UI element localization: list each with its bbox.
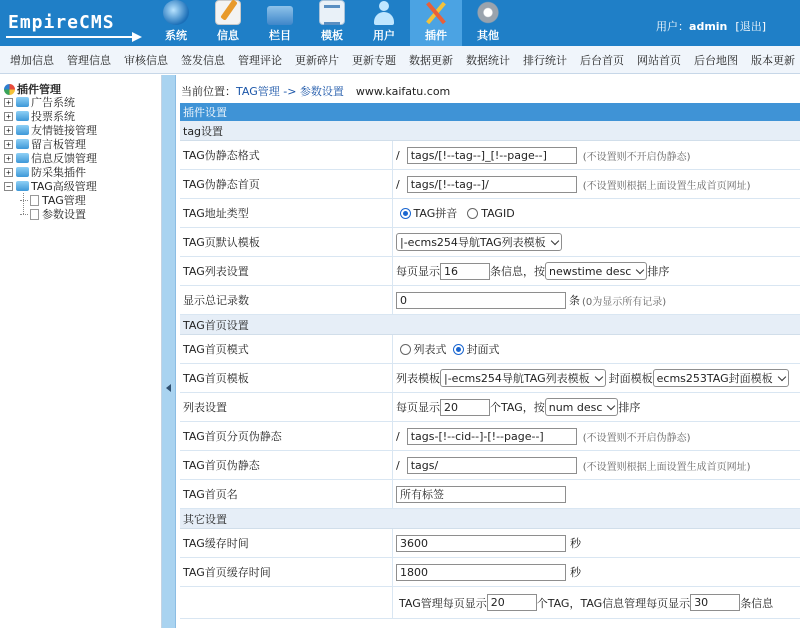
subnav-data-stats[interactable]: 数据统计	[466, 53, 510, 67]
subnav-rank-stats[interactable]: 排行统计	[523, 53, 567, 67]
plugin-tools-icon	[423, 0, 449, 25]
field-label: 列表设置	[180, 393, 393, 421]
row-home-cache-time	[180, 558, 800, 587]
breadcrumb-prefix: 当前位置：	[181, 85, 236, 98]
row-list-settings	[180, 257, 800, 286]
tree-item-label: 防采集插件	[31, 166, 86, 179]
field-label-empty	[180, 587, 393, 618]
row-rewrite-format	[180, 141, 800, 170]
chevron-down-icon	[550, 236, 558, 244]
subnav-manage-info[interactable]: 管理信息	[67, 53, 111, 67]
topnav-label: 系统	[165, 29, 187, 42]
text-sort: 排序	[647, 265, 670, 278]
row-default-template	[180, 228, 800, 257]
tree-item-label: 友情链接管理	[31, 124, 97, 137]
select-value: |-ecms254导航TAG列表模板	[400, 236, 546, 249]
page-icon	[30, 195, 39, 206]
info-manage-per-page-input[interactable]	[690, 594, 740, 611]
text-items: 条信息	[740, 596, 774, 610]
form-title: 插件设置	[180, 103, 800, 121]
radio-dot-selected[interactable]	[400, 208, 411, 219]
page-icon	[30, 209, 39, 220]
rewrite-home-input[interactable]	[407, 176, 577, 193]
tree-item-links[interactable]	[4, 123, 97, 137]
chevron-down-icon	[607, 401, 615, 409]
home-per-page-input[interactable]	[440, 399, 490, 416]
folder-icon	[16, 153, 29, 163]
row-paging	[180, 587, 800, 619]
chevron-down-icon	[777, 372, 785, 380]
section-home-settings: TAG首页设置	[180, 315, 800, 335]
text-tag-manage-per-page: TAG管理每页显示	[399, 596, 487, 610]
topnav-template[interactable]	[306, 0, 358, 46]
tree-item-guestbook[interactable]	[4, 137, 86, 151]
tree-child-param-settings[interactable]	[20, 207, 86, 221]
row-show-total	[180, 286, 800, 315]
subnav-data-update[interactable]: 数据更新	[409, 53, 453, 67]
site-url: www.kaifatu.com	[355, 85, 451, 98]
show-total-input[interactable]	[396, 292, 566, 309]
home-rewrite-input[interactable]	[407, 457, 577, 474]
home-page-rewrite-input[interactable]	[407, 428, 577, 445]
topnav-system[interactable]	[150, 0, 202, 46]
list-per-page-input[interactable]	[440, 263, 490, 280]
main-content	[177, 75, 800, 628]
select-value: num desc	[548, 400, 603, 414]
subnav-update-topics[interactable]: 更新专题	[352, 53, 396, 67]
select-value: |-ecms254导航TAG列表模板	[444, 372, 590, 385]
tree-item-vote[interactable]	[4, 109, 75, 123]
list-order-select[interactable]	[545, 262, 647, 280]
radio-tag-id[interactable]	[467, 207, 514, 220]
breadcrumb-tag-manage-link[interactable]: TAG管理	[236, 85, 280, 98]
subnav-admin-home[interactable]: 后台首页	[580, 53, 624, 67]
top-nav	[150, 0, 514, 46]
radio-dot[interactable]	[400, 344, 411, 355]
topnav-label: 信息	[217, 29, 239, 42]
section-tag-settings: tag设置	[180, 121, 800, 141]
path-prefix: /	[396, 458, 400, 472]
field-note: (不设置则不开启伪静态)	[582, 151, 691, 163]
chevron-down-icon	[594, 372, 602, 380]
text-cover-template: 封面模板	[608, 372, 653, 385]
field-label: TAG首页模板	[180, 364, 393, 392]
field-label: TAG伪静态首页	[180, 170, 393, 198]
topnav-column[interactable]	[254, 0, 306, 46]
unit-label: 秒	[570, 537, 581, 550]
username: admin	[689, 20, 728, 33]
breadcrumb	[181, 83, 450, 99]
subnav-review-info[interactable]: 审核信息	[124, 53, 168, 67]
tree-item-label: 信息反馈管理	[31, 152, 97, 165]
radio-dot-selected[interactable]	[453, 344, 464, 355]
radio-label: 列表式	[413, 343, 447, 356]
field-label: TAG首页伪静态	[180, 451, 393, 479]
radio-label: TAG拼音	[413, 207, 458, 220]
user-icon	[371, 0, 397, 25]
row-home-name	[180, 480, 800, 509]
expand-plus-icon[interactable]: +	[4, 140, 13, 149]
field-label: TAG列表设置	[180, 257, 393, 285]
topnav-label: 其他	[477, 29, 499, 42]
subnav-version-update[interactable]: 版本更新	[751, 53, 795, 67]
topnav-other[interactable]	[462, 0, 514, 46]
row-home-rewrite	[180, 451, 800, 480]
field-label: TAG首页缓存时间	[180, 558, 393, 586]
row-rewrite-home	[180, 170, 800, 199]
text-info-manage-per-page: 个TAG，TAG信息管理每页显示	[536, 596, 691, 610]
user-prefix: 用户：	[656, 20, 690, 33]
home-order-select[interactable]	[545, 398, 619, 416]
logout-link[interactable]: [退出]	[735, 20, 766, 33]
path-prefix: /	[396, 429, 400, 443]
path-prefix: /	[396, 148, 400, 162]
section-other-settings: 其它设置	[180, 509, 800, 529]
topnav-info[interactable]	[202, 0, 254, 46]
text-sort: 排序	[618, 401, 641, 414]
row-home-template	[180, 364, 800, 393]
sidebar-tree	[0, 75, 162, 628]
radio-tag-pinyin[interactable]	[400, 205, 458, 221]
row-home-mode	[180, 335, 800, 364]
text-items-by: 条信息，按	[490, 265, 545, 278]
subnav-manage-comments[interactable]: 管理评论	[238, 53, 282, 67]
unit-label: 条	[569, 294, 580, 307]
tree-child-tag-manage[interactable]	[20, 193, 86, 207]
field-label: TAG缓存时间	[180, 529, 393, 557]
tag-manage-per-page-input[interactable]	[487, 594, 537, 611]
tree-branch	[20, 214, 28, 215]
default-template-select[interactable]	[396, 233, 562, 251]
folder-icon	[16, 139, 29, 149]
tree-item-tag-admin[interactable]	[4, 179, 97, 193]
home-cover-template-select[interactable]	[653, 369, 789, 387]
top-header	[0, 0, 800, 46]
select-value: newstime desc	[549, 264, 632, 278]
field-note: (不设置则不开启伪静态)	[582, 432, 691, 444]
tree-item-feedback[interactable]	[4, 151, 97, 165]
expand-plus-icon[interactable]: +	[4, 168, 13, 177]
text-list-template: 列表模板	[396, 372, 440, 385]
sidebar-splitter[interactable]	[162, 75, 176, 628]
topnav-plugin[interactable]	[410, 0, 462, 46]
text-per-page: 每页显示	[396, 401, 440, 414]
plugin-settings-form	[180, 103, 800, 619]
rewrite-format-input[interactable]	[407, 147, 577, 164]
radio-cover-mode[interactable]	[453, 341, 500, 357]
empirecms-logo[interactable]	[6, 6, 146, 42]
tree-item-label: 广告系统	[31, 96, 75, 109]
topnav-user[interactable]	[358, 0, 410, 46]
folder-icon	[16, 167, 29, 177]
field-label: TAG地址类型	[180, 199, 393, 227]
collapse-minus-icon[interactable]: −	[4, 182, 13, 191]
expand-plus-icon[interactable]: +	[4, 112, 13, 121]
subnav-update-fragments[interactable]: 更新碎片	[295, 53, 339, 67]
chevron-down-icon	[636, 265, 644, 273]
folder-icon	[16, 111, 29, 121]
radio-label: 封面式	[466, 343, 500, 356]
folder-icon	[16, 97, 29, 107]
logo-arrow-icon	[132, 32, 142, 42]
field-note: (0为显示所有记录)	[582, 296, 667, 308]
subnav-admin-map[interactable]: 后台地图	[694, 53, 738, 67]
cache-time-input[interactable]	[396, 535, 566, 552]
row-list-set	[180, 393, 800, 422]
home-cache-time-input[interactable]	[396, 564, 566, 581]
topnav-label: 用户	[373, 29, 395, 42]
topnav-label: 栏目	[269, 29, 291, 42]
globe-icon	[163, 0, 189, 25]
tree-item-label: 投票系统	[31, 110, 75, 123]
unit-label: 秒	[570, 566, 581, 579]
row-home-page-rewrite	[180, 422, 800, 451]
select-value: ecms253TAG封面模板	[656, 372, 773, 385]
field-label: TAG首页模式	[180, 335, 393, 363]
radio-label: TAGID	[481, 206, 515, 220]
topnav-label: 模板	[321, 29, 343, 42]
tree-item-anticollect[interactable]	[4, 165, 86, 179]
user-info	[656, 18, 766, 34]
folder-open-icon	[16, 181, 29, 191]
subnav-sign-info[interactable]: 签发信息	[181, 53, 225, 67]
subnav-add-info[interactable]: 增加信息	[10, 53, 54, 67]
field-note: (不设置则根据上面设置生成首页网址)	[582, 461, 751, 473]
field-label: 显示总记录数	[180, 286, 393, 314]
text-tags-by: 个TAG，按	[490, 401, 545, 414]
field-label: TAG页默认模板	[180, 228, 393, 256]
field-label: TAG伪静态格式	[180, 141, 393, 169]
gear-icon	[475, 0, 501, 25]
radio-list-mode[interactable]	[400, 341, 447, 357]
edit-info-icon	[215, 0, 241, 25]
folder-icon	[16, 125, 29, 135]
tree-branch	[20, 200, 28, 201]
breadcrumb-separator: ->	[279, 85, 300, 98]
template-icon	[319, 0, 345, 25]
subnav-site-home[interactable]: 网站首页	[637, 53, 681, 67]
path-prefix: /	[396, 177, 400, 191]
tree-root-label: 插件管理	[17, 83, 61, 96]
field-label: TAG首页名	[180, 480, 393, 508]
tree-item-label: 留言板管理	[31, 138, 86, 151]
expand-plus-icon[interactable]: +	[4, 126, 13, 135]
row-address-type	[180, 199, 800, 228]
text-per-page: 每页显示	[396, 265, 440, 278]
logo-text: EmpireCMS	[8, 12, 115, 33]
tree-child-label: TAG管理	[42, 194, 86, 207]
expand-plus-icon[interactable]: +	[4, 154, 13, 163]
plugin-root-icon	[4, 84, 15, 95]
home-name-input[interactable]	[396, 486, 566, 503]
tree-item-label: TAG高级管理	[31, 180, 97, 193]
tree-child-label: 参数设置	[42, 208, 86, 221]
expand-plus-icon[interactable]: +	[4, 98, 13, 107]
breadcrumb-param-settings-link[interactable]: 参数设置	[299, 85, 344, 98]
radio-dot[interactable]	[467, 208, 478, 219]
topnav-label: 插件	[425, 29, 447, 42]
row-cache-time	[180, 529, 800, 558]
field-label: TAG首页分页伪静态	[180, 422, 393, 450]
logo-underline	[6, 36, 138, 38]
quick-nav	[0, 46, 800, 74]
field-note: (不设置则根据上面设置生成首页网址)	[582, 180, 751, 192]
tree-item-ads[interactable]	[4, 95, 75, 109]
collapse-left-arrow-icon[interactable]	[166, 384, 171, 392]
home-list-template-select[interactable]	[440, 369, 606, 387]
folder-icon	[267, 6, 293, 25]
